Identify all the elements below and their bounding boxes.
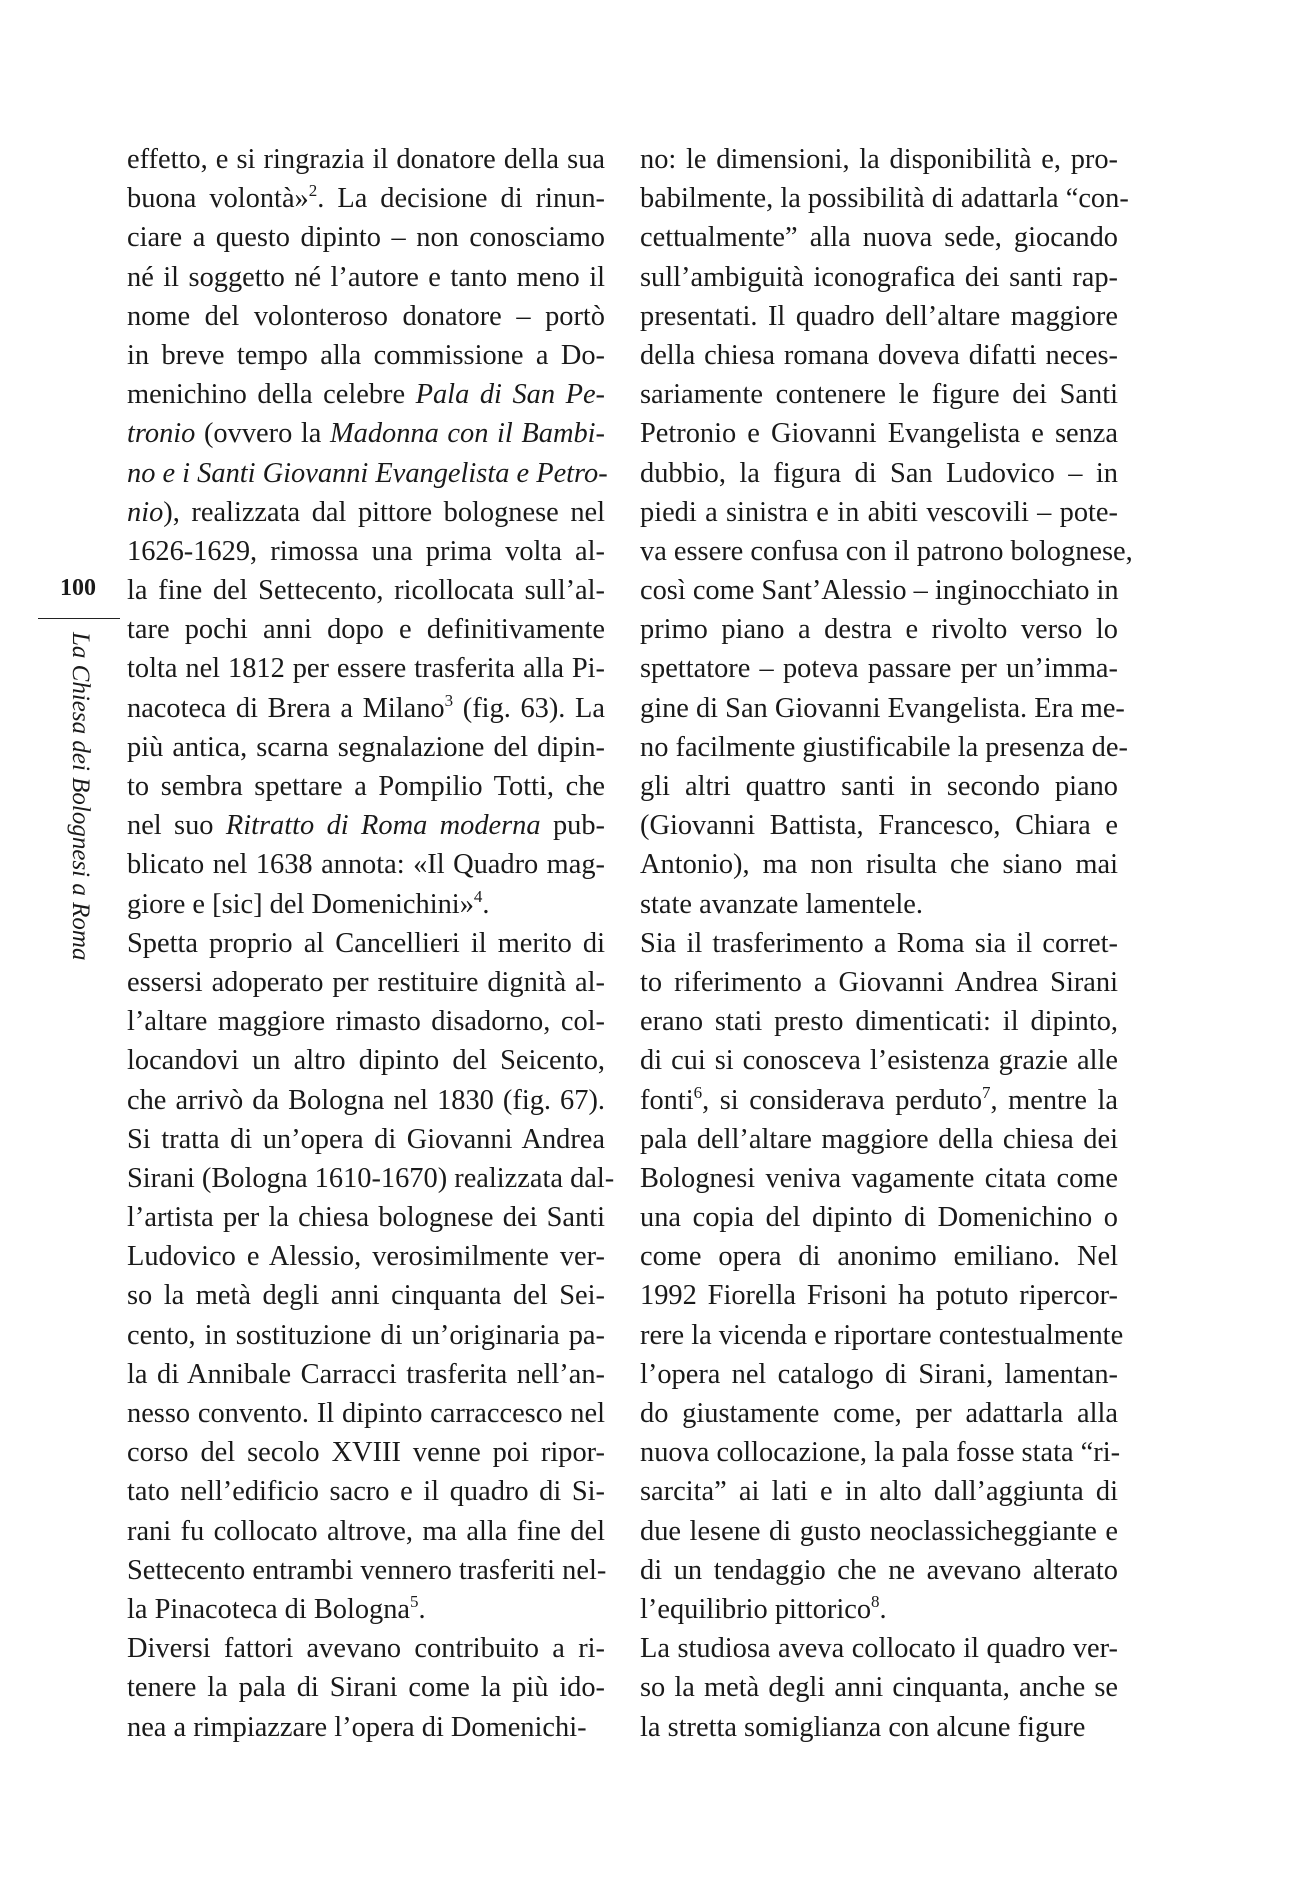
text-span: tolta nel 1812 per essere trasferita alla Pi-: [127, 653, 605, 685]
left-text-column: [127, 140, 615, 1747]
text-span: dubbio, la figura di San Ludovico – in: [640, 457, 1118, 489]
text-span: nel suo: [127, 810, 226, 842]
text-span: 1992 Fiorella Frisoni ha potuto ripercor-: [640, 1280, 1118, 1312]
text-line: [640, 336, 1118, 375]
text-span: della chiesa romana doveva difatti neces-: [640, 339, 1118, 371]
text-span: Petronio e Giovanni Evangelista e senza: [640, 418, 1118, 450]
text-line: [640, 728, 1128, 767]
text-line: [640, 1590, 1118, 1629]
text-span: più antica, scarna segnalazione del dipin-: [127, 731, 605, 763]
text-span: Bolognesi veniva vagamente citata come: [640, 1162, 1118, 1194]
text-span: .: [418, 1593, 426, 1625]
text-span: (Giovanni Battista, Francesco, Chiara e: [640, 810, 1118, 842]
text-span: la di Annibale Carracci trasferita nell’an-: [127, 1358, 605, 1390]
text-line: [640, 1002, 1118, 1041]
text-line: [127, 179, 605, 218]
text-line: [127, 1551, 605, 1590]
text-span: no e i Santi Giovanni Evangelista e Petro-: [127, 457, 608, 489]
text-span: 1626-1629, rimossa una prima volta al-: [127, 535, 605, 567]
text-span: sariamente contenere le figure dei Santi: [640, 379, 1118, 411]
text-span: piedi a sinistra e in abiti vescovili – pote-: [640, 496, 1118, 528]
text-line: [640, 1041, 1118, 1080]
text-span: fonti: [640, 1084, 694, 1116]
text-line: [127, 532, 605, 571]
text-line: [640, 1629, 1118, 1668]
text-line: [127, 1276, 605, 1315]
footnote-ref: 3: [444, 690, 454, 710]
text-span: tato nell’edificio sacro e il quadro di Si-: [127, 1476, 605, 1508]
text-span: Settecento entrambi vennero trasferiti nel-: [127, 1554, 607, 1586]
text-span: Sirani (Bologna 1610-1670) realizzata dal-: [127, 1162, 615, 1194]
text-span: tenere la pala di Sirani come la più ido-: [127, 1672, 605, 1704]
text-span: nuova collocazione, la pala fosse stata “ri-: [640, 1437, 1121, 1469]
text-span: (ovvero la: [195, 418, 330, 450]
text-span: va essere confusa con il patrono bolognese,: [640, 535, 1133, 567]
text-line: [640, 1159, 1118, 1198]
text-span: buona volontà»: [127, 183, 309, 215]
text-line: [127, 297, 605, 336]
text-line: [127, 1159, 615, 1198]
text-span: tronio: [127, 418, 196, 450]
text-span: ), realizzata dal pittore bolognese nel: [163, 496, 605, 528]
text-span: né il soggetto né l’autore e tanto meno il: [127, 261, 605, 293]
text-line: [127, 1120, 605, 1159]
text-span: pub-: [540, 810, 605, 842]
text-span: babilmente, la possibilità di adattarla “con-: [640, 183, 1129, 215]
text-line: [127, 649, 605, 688]
text-line: [127, 1355, 605, 1394]
text-span: la fine del Settecento, ricollocata sull’al-: [127, 575, 605, 607]
text-span: Si tratta di un’opera di Giovanni Andrea: [127, 1123, 605, 1155]
text-line: [127, 336, 605, 375]
text-span: so la metà degli anni cinquanta del Sei-: [127, 1280, 605, 1312]
text-span: no: le dimensioni, la disponibilità e, pro-: [640, 144, 1118, 175]
text-span: così come Sant’Alessio – inginocchiato in: [640, 575, 1119, 607]
text-span: che arrivò da Bologna nel 1830 (fig. 67).: [127, 1084, 605, 1116]
text-line: [127, 258, 605, 297]
text-line: [640, 414, 1118, 453]
text-line: [127, 493, 605, 532]
footnote-ref: 4: [473, 886, 483, 906]
text-line: [640, 1668, 1118, 1707]
text-line: [127, 218, 605, 257]
text-span: blicato nel 1638 annota: «Il Quadro mag-: [127, 849, 605, 881]
text-span: gine di San Giovanni Evangelista. Era me-: [640, 692, 1125, 724]
text-span: di cui si conosceva l’esistenza grazie alle: [640, 1045, 1118, 1077]
text-span: , mentre la: [990, 1084, 1118, 1116]
text-span: l’equilibrio pittorico: [640, 1593, 872, 1625]
text-line: [127, 1433, 605, 1472]
text-span: tare pochi anni dopo e definitivamente: [127, 614, 605, 646]
text-span: la Pinacoteca di Bologna: [127, 1593, 411, 1625]
text-span: essersi adoperato per restituire dignità al-: [127, 966, 605, 998]
text-line: [640, 179, 1129, 218]
text-span: Madonna con il Bambi-: [329, 418, 605, 450]
running-title-container: [60, 632, 100, 961]
text-line: [640, 1316, 1124, 1355]
margin-rule: [38, 618, 120, 619]
text-span: no facilmente giustificabile la presenza de-: [640, 731, 1128, 763]
text-line: [127, 689, 605, 728]
text-span: spettatore – poteva passare per un’imma-: [640, 653, 1118, 685]
text-line: [640, 454, 1118, 493]
footnote-ref: 7: [982, 1082, 991, 1102]
text-span: Sia il trasferimento a Roma sia il corret-: [640, 927, 1118, 959]
text-line: [127, 1512, 605, 1551]
text-span: Diversi fattori avevano contribuito a ri-: [127, 1633, 605, 1665]
footnote-ref: 6: [693, 1082, 703, 1102]
text-span: . La decisione di rinun-: [317, 183, 605, 215]
text-span: sarcita” ai lati e in alto dall’aggiunta di: [640, 1476, 1118, 1508]
text-line: [127, 1590, 605, 1629]
text-span: presentati. Il quadro dell’altare maggiore: [640, 300, 1118, 332]
text-line: [640, 689, 1125, 728]
text-line: [127, 1708, 605, 1747]
text-line: [127, 728, 605, 767]
text-line: [640, 1512, 1118, 1551]
text-span: (fig. 63). La: [453, 692, 605, 724]
text-span: la stretta somiglianza con alcune figure: [640, 1711, 1086, 1743]
text-line: [640, 532, 1133, 571]
text-line: [127, 1002, 605, 1041]
text-line: [640, 806, 1118, 845]
text-line: [640, 297, 1118, 336]
text-line: [127, 1629, 605, 1668]
text-span: effetto, e si ringrazia il donatore della sua: [127, 144, 605, 175]
text-line: [640, 1472, 1118, 1511]
text-span: l’altare maggiore rimasto disadorno, col-: [127, 1006, 605, 1038]
text-line: [127, 1472, 605, 1511]
text-line: [640, 963, 1118, 1002]
text-span: nacoteca di Brera a Milano: [127, 692, 445, 724]
text-span: menichino della celebre: [127, 379, 416, 411]
text-span: Pala di San Pe-: [415, 379, 605, 411]
text-span: primo piano a destra e rivolto verso lo: [640, 614, 1118, 646]
text-line: [127, 454, 608, 493]
text-span: l’artista per la chiesa bolognese dei Santi: [127, 1202, 605, 1234]
text-line: [640, 610, 1118, 649]
text-span: do giustamente come, per adattarla alla: [640, 1398, 1118, 1429]
text-line: [640, 1276, 1118, 1315]
text-line: [127, 924, 605, 963]
text-span: to sembra spettare a Pompilio Totti, che: [127, 771, 605, 802]
text-line: [127, 1394, 605, 1433]
text-span: Antonio), ma non risulta che siano mai: [640, 849, 1118, 881]
text-line: [127, 571, 605, 610]
text-span: .: [482, 888, 490, 920]
text-span: Ritratto di Roma moderna: [225, 810, 541, 842]
text-span: nio: [127, 496, 164, 528]
text-span: nea a rimpiazzare l’opera di Domenichi-: [127, 1711, 587, 1743]
text-line: [127, 1237, 605, 1276]
page-number: 100: [60, 575, 96, 601]
text-line: [640, 375, 1118, 414]
text-line: [640, 493, 1118, 532]
text-span: , si considerava perduto: [702, 1084, 983, 1116]
text-line: [640, 767, 1118, 806]
text-line: [127, 414, 605, 453]
text-span: pala dell’altare maggiore della chiesa dei: [640, 1123, 1118, 1155]
running-title: La Chiesa dei Bolognesi a Roma: [67, 632, 94, 961]
text-line: [127, 1316, 605, 1355]
text-line: [640, 649, 1118, 688]
text-span: rani fu collocato altrove, ma alla fine del: [127, 1515, 605, 1547]
text-line: [640, 258, 1118, 297]
text-span: corso del secolo XVIII venne poi ripor-: [127, 1437, 605, 1469]
text-span: di un tendaggio che ne avevano alterato: [640, 1554, 1118, 1586]
text-span: gli altri quattro santi in secondo piano: [640, 771, 1118, 802]
text-span: una copia del dipinto di Domenichino o: [640, 1202, 1118, 1234]
text-line: [127, 1041, 605, 1080]
text-line: [127, 963, 605, 1002]
text-line: [640, 1551, 1118, 1590]
text-line: [127, 1081, 605, 1120]
text-line: [640, 1394, 1118, 1433]
text-line: [127, 767, 605, 806]
text-span: nome del volonteroso donatore – portò: [127, 300, 605, 332]
text-line: [127, 845, 605, 884]
text-span: due lesene di gusto neoclassicheggiante e: [640, 1515, 1118, 1547]
footnote-ref: 5: [410, 1591, 419, 1611]
text-span: ciare a questo dipinto – non conosciamo: [127, 222, 605, 254]
footnote-ref: 2: [308, 181, 318, 201]
text-line: [640, 845, 1118, 884]
text-line: [640, 140, 1118, 179]
text-span: .: [879, 1593, 887, 1625]
text-line: [640, 1081, 1118, 1120]
text-line: [127, 375, 605, 414]
text-line: [640, 1198, 1118, 1237]
text-span: state avanzate lamentele.: [640, 888, 923, 920]
text-span: cettualmente” alla nuova sede, giocando: [640, 222, 1118, 254]
text-span: Spetta proprio al Cancellieri il merito di: [127, 927, 605, 959]
right-text-column: [640, 140, 1133, 1747]
text-line: [640, 1120, 1118, 1159]
text-span: rere la vicenda e riportare contestualmente: [640, 1319, 1124, 1351]
text-line: [127, 610, 605, 649]
text-span: come opera di anonimo emiliano. Nel: [640, 1241, 1118, 1273]
text-span: to riferimento a Giovanni Andrea Sirani: [640, 966, 1118, 998]
text-span: in breve tempo alla commissione a Do-: [127, 339, 605, 371]
text-line: [127, 1668, 605, 1707]
text-span: giore e [sic] del Domenichini»: [127, 888, 474, 920]
text-line: [640, 571, 1118, 610]
text-line: [127, 885, 605, 924]
text-line: [640, 1433, 1121, 1472]
text-span: cento, in sostituzione di un’originaria pa-: [127, 1319, 605, 1351]
text-span: La studiosa aveva collocato il quadro ver-: [640, 1633, 1118, 1665]
text-span: l’opera nel catalogo di Sirani, lamentan-: [640, 1358, 1118, 1390]
text-span: locandovi un altro dipinto del Seicento,: [127, 1045, 605, 1077]
text-span: nesso convento. Il dipinto carraccesco nel: [127, 1398, 605, 1429]
text-line: [640, 1237, 1118, 1276]
footnote-ref: 8: [871, 1591, 880, 1611]
text-line: [127, 1198, 605, 1237]
text-line: [127, 140, 605, 179]
text-span: so la metà degli anni cinquanta, anche se: [640, 1672, 1118, 1704]
text-line: [127, 806, 605, 845]
text-line: [640, 218, 1118, 257]
text-line: [640, 924, 1118, 963]
text-span: erano stati presto dimenticati: il dipinto,: [640, 1006, 1118, 1038]
text-line: [640, 1355, 1118, 1394]
text-span: Ludovico e Alessio, verosimilmente ver-: [127, 1241, 605, 1273]
text-line: [640, 1708, 1118, 1747]
text-span: sull’ambiguità iconografica dei santi rap-: [640, 261, 1118, 293]
text-line: [640, 885, 1118, 924]
